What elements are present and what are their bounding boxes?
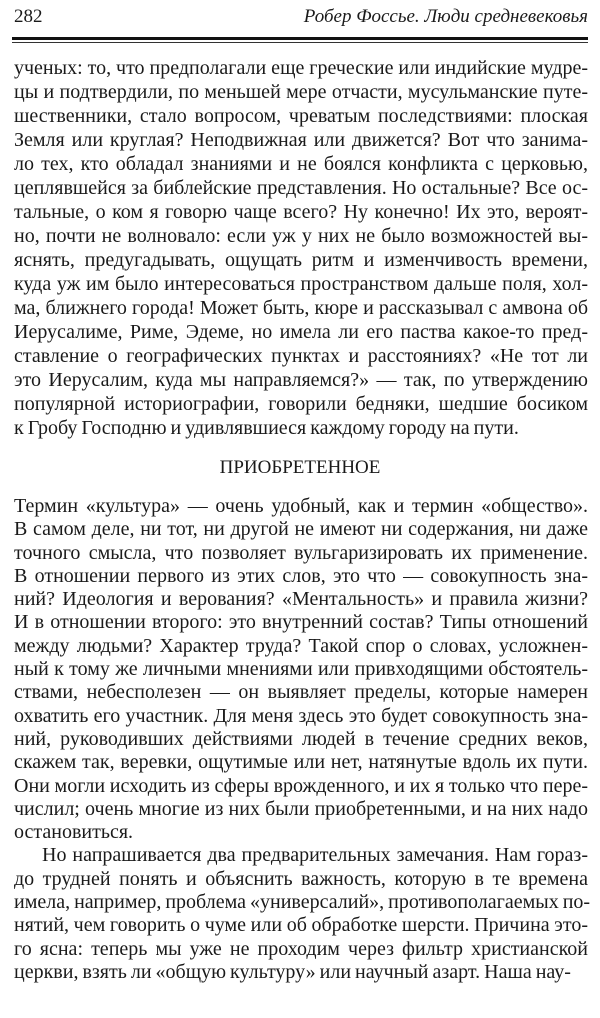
text-line: В самом деле, ни тот, ни другой не имеют ни содержания, ни даже [14,518,588,541]
text-line: между людьми? Характер труда? Такой спор о словах, усложнен- [14,634,588,657]
text-line: точного смысла, что позволяет вульгаризировать их применение. [14,541,588,564]
text-line: тальные, о ком я говорю чаще всего? Ну конечно! Их это, вероят- [14,201,588,223]
text-line: Земля или круглая? Неподвижная или движется? Вот что занима- [14,129,588,151]
text-line: популярной историографии, говорили бедняки, шедшие босиком [14,393,588,415]
text-line: ло тех, кто обладал знаниями и не боялся конфликта с церковью, [14,153,588,175]
text-line: цы и подтвердили, по меньшей мере отчасти, мусульманские путе- [14,81,588,103]
running-title: Робер Фоссье. Люди средневековья [303,6,588,27]
text-line: ставление о географических пунктах и расстояниях? «Не тот ли [14,345,588,367]
paragraphs-2-3 [14,495,591,984]
text-line: но, почти не волновало: если уж у них не было возможностей вы- [14,225,588,247]
text-line: Иерусалиме, Риме, Эдеме, но имела ли его паства какое-то пред- [14,321,588,343]
text-line: ний? Идеология и верования? «Ментальность» и правила жизни? [14,588,588,611]
text-line: нятий, чем говорить о чуме или об обработке шерсти. Причина это- [14,914,588,937]
text-line: Термин «культура» — очень удобный, как и термин «общество». [14,495,588,517]
text-line: ний, руководивших действиями людей в течение средних веков, [14,727,588,750]
text-line: имела, например, проблема «универсалий», противополагаемых по- [14,891,591,914]
text-line: это Иерусалим, куда мы направляемся?» — так, по утверждению [14,369,588,391]
text-line: ма, ближнего города! Может быть, кюре и рассказывал с амвона об [14,297,588,319]
text-line: скажем так, веревки, ощутимые или нет, натянутые вдоль их пути. [14,751,588,774]
text-line: го ясна: теперь мы уже не проходим через фильтр христианской [14,937,588,960]
text-line: к Гробу Господню и удивлявшиеся каждому городу на пути. [14,417,519,439]
text-line: яснять, предугадывать, ощущать ритм и изменчивость времени, [14,249,588,271]
text-line: ученых: то, что предполагали еще греческие или индийские мудре- [14,57,588,79]
text-line: церкви, взять ли «общую культуру» или научный азарт. Наша нау- [14,960,571,983]
header-rule-thick [12,37,588,40]
text-line: цеплявшейся за библейские представления. Но остальные? Все ос- [14,177,588,199]
text-line: Но напрашивается два предварительных замечания. Нам гораз- [42,844,588,867]
page-number: 282 [14,6,43,27]
text-line: ный к тому же личными мнениями или привходящими обстоятель- [14,658,588,681]
header-rule-thin [12,42,588,43]
text-line: охватить его участник. Для меня здесь это будет совокупность зна- [14,704,588,727]
text-line: до трудней понять и объяснить важность, которую в те времена [14,867,588,890]
text-line: куда уж им было интересоваться пространством дальше поля, хол- [14,273,588,295]
section-heading: ПРИОБРЕТЕННОЕ [219,457,381,478]
text-line: В отношении первого из этих слов, это что — совокупность зна- [14,564,588,587]
text-line: Они могли исходить из сферы врожденного, и их я только что пере- [14,774,588,797]
text-line: шественники, стало вопросом, чреватым последствиями: плоская [14,105,588,127]
text-line: ствами, небесполезен — он выявляет пределы, которые намерен [14,681,588,704]
text-line: числил; очень многие из них были приобретенными, и на них надо [14,797,588,820]
text-line: остановиться. [14,821,134,844]
text-line: И в отношении второго: это внутренний состав? Типы отношений [14,611,588,634]
paragraph-1 [14,56,588,440]
